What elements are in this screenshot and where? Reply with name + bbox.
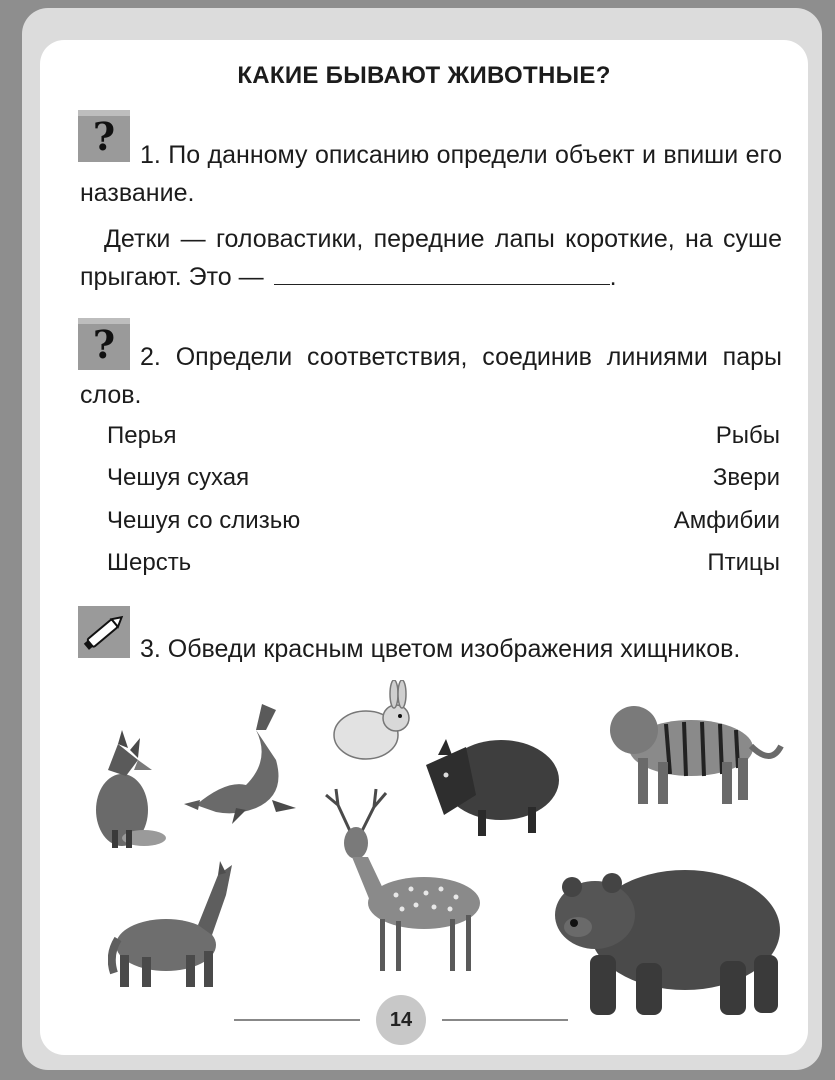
match-right-item[interactable]: Рыбы	[715, 422, 780, 449]
svg-text:?: ?	[92, 322, 116, 367]
wolf-image[interactable]	[108, 855, 238, 995]
match-left-item[interactable]: Чешуя со слизью	[107, 507, 301, 534]
rabbit-image[interactable]	[328, 680, 413, 770]
match-left-item[interactable]: Перья	[107, 422, 177, 449]
task2-prompt: 2. Определи соответствия, соединив линиями пары слов.	[80, 343, 782, 409]
page-number-rule-right	[442, 1019, 568, 1021]
dolphin-image[interactable]	[176, 700, 298, 835]
page-number-rule-left	[234, 1019, 360, 1021]
answer-line[interactable]	[274, 264, 610, 285]
fox-image[interactable]	[78, 730, 168, 855]
match-left-item[interactable]: Чешуя сухая	[107, 464, 250, 491]
page-title: КАКИЕ БЫВАЮТ ЖИВОТНЫЕ?	[237, 62, 611, 89]
task1-statement	[80, 220, 782, 296]
task1-prompt: 1. По данному описанию определи объект и впиши его название.	[80, 141, 782, 207]
task1-statement-text: Детки — головастики, передние лапы короткие, на суше прыгают. Это —	[80, 225, 782, 291]
svg-text:?: ?	[92, 114, 116, 159]
match-right-item[interactable]: Птицы	[707, 549, 780, 576]
task3-prompt: 3. Обведи красным цветом изображения хищников.	[140, 635, 741, 663]
match-right-item[interactable]: Амфибии	[673, 507, 780, 534]
tiger-image[interactable]	[596, 696, 786, 819]
match-left-item[interactable]: Шерсть	[107, 549, 192, 576]
bear-image[interactable]	[550, 845, 790, 1030]
task1-end-punct: .	[609, 263, 617, 291]
deer-image[interactable]	[316, 785, 481, 980]
workbook-page	[40, 40, 808, 1055]
match-right-item[interactable]: Звери	[712, 464, 780, 491]
page-number: 14	[376, 995, 426, 1045]
